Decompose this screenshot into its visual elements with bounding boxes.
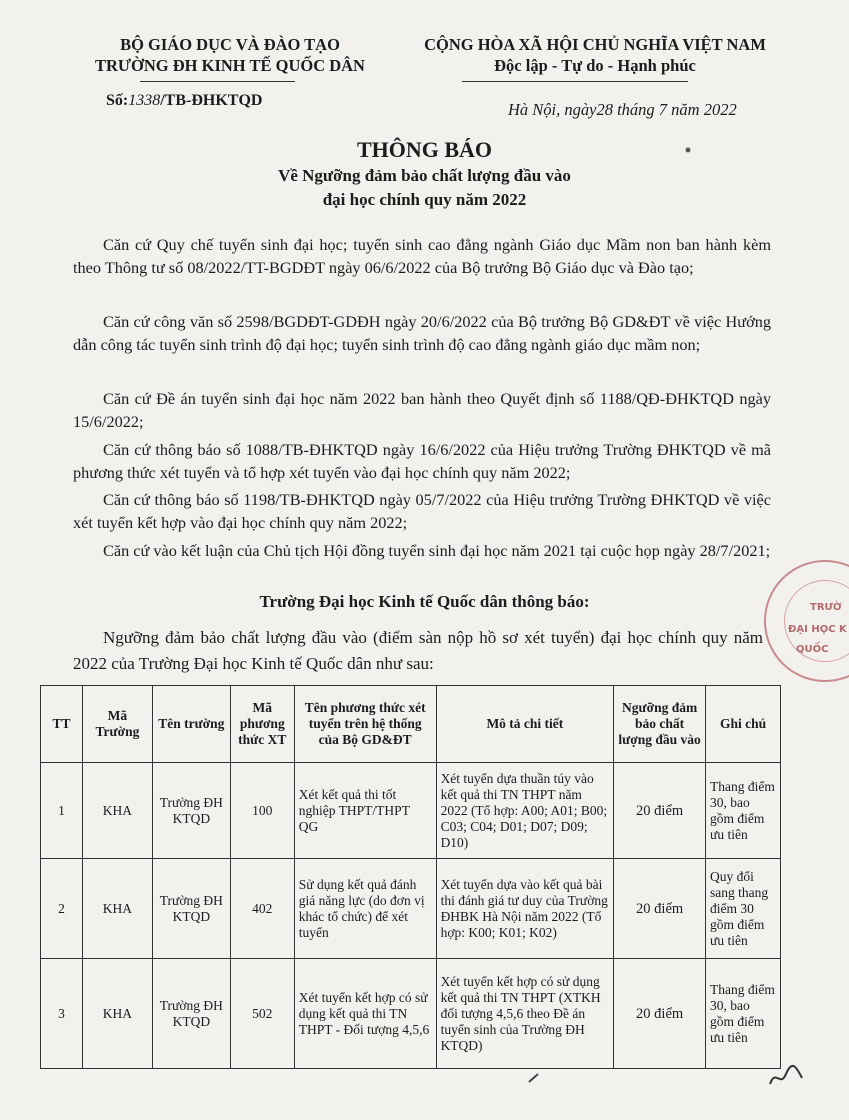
basis-paragraph: Căn cứ vào kết luận của Chủ tịch Hội đồng tuyển sinh đại học năm 2021 tại cuộc họp ngày 28/7/2021; (103, 541, 771, 560)
doc-number-value: 1338 (128, 92, 161, 109)
cell-tt: 2 (41, 859, 83, 959)
cell-tt: 3 (41, 959, 83, 1069)
cell-note: Thang điểm 30, bao gồm điểm ưu tiên (706, 763, 781, 859)
basis-paragraph: Căn cứ thông báo số 1198/TB-ĐHKTQD ngày 05/7/2022 của Hiệu trưởng Trường ĐHKTQD về việc xét tuyển kết hợp vào đại học chính quy năm 2022; (73, 490, 771, 532)
basis-paragraph: Căn cứ thông báo số 1088/TB-ĐHKTQD ngày 16/6/2022 của Hiệu trưởng Trường ĐHKTQD về mã phương thức xét tuyển và tổ hợp xét tuyển vào đại học chính quy năm 2022; (73, 440, 771, 482)
document-number (106, 92, 262, 110)
document-subtitle-line1: Về Ngưỡng đảm bảo chất lượng đầu vào (278, 166, 571, 185)
table-row (41, 859, 781, 959)
table-header-row (41, 686, 781, 763)
motto: Độc lập - Tự do - Hạnh phúc (494, 56, 696, 75)
country-name: CỘNG HÒA XÃ HỘI CHỦ NGHĨA VIỆT NAM (424, 35, 766, 54)
ink-dot (680, 142, 696, 158)
cell-school-code: KHA (82, 959, 152, 1069)
document-title: THÔNG BÁO (356, 137, 493, 162)
cell-description: Xét tuyển dựa vào kết quả bài thi đánh giá tư duy của Trường ĐHBK Hà Nội năm 2022 (Tổ hợp: K00; K01; K02) (436, 859, 614, 959)
seal-text-bottom: QUỐC (796, 644, 829, 655)
cell-method-name: Xét tuyển kết hợp có sử dụng kết quả thi TN THPT - Đối tượng 4,5,6 (294, 959, 436, 1069)
intro-paragraph: Ngưỡng đảm bảo chất lượng đầu vào (điểm sàn nộp hồ sơ xét tuyển) đại học chính quy năm 2022 của Trường Đại học Kinh tế Quốc dân như sau: (73, 628, 763, 673)
cell-method-name: Sử dụng kết quả đánh giá năng lực (do đơn vị khác tổ chức) để xét tuyển (294, 859, 436, 959)
basis-paragraph: Căn cứ Quy chế tuyển sinh đại học; tuyển sinh cao đẳng ngành Giáo dục Mầm non ban hành kèm theo Thông tư số 08/2022/TT-BGDĐT ngày 06/6/2022 của Bộ trưởng Bộ Giáo dục và Đào tạo; (73, 235, 771, 277)
threshold-table (40, 685, 781, 1069)
cell-method-name: Xét kết quả thi tốt nghiệp THPT/THPT QG (294, 763, 436, 859)
doc-number-prefix: Số: (106, 92, 129, 109)
cell-description: Xét tuyển kết hợp có sử dụng kết quả thi TN THPT (XTKH đối tượng 4,5,6 theo Đề án tuyển sinh của Trường ĐH KTQD) (436, 959, 614, 1069)
col-header-method-name: Tên phương thức xét tuyển trên hệ thống của Bộ GD&ĐT (294, 686, 436, 763)
col-header-description: Mô tả chi tiết (436, 686, 614, 763)
issuer-block (60, 34, 400, 76)
national-motto-block (385, 34, 805, 76)
cell-description: Xét tuyển dựa thuần túy vào kết quả thi TN THPT năm 2022 (Tổ hợp: A00; A01; B00; C03; C04; D01; D07; D09; D10) (436, 763, 614, 859)
col-header-method-code: Mã phương thức XT (230, 686, 294, 763)
cell-threshold: 20 điểm (614, 959, 706, 1069)
cell-threshold: 20 điểm (614, 763, 706, 859)
cell-tt: 1 (41, 763, 83, 859)
col-header-threshold: Ngưỡng đảm bảo chất lượng đầu vào (614, 686, 706, 763)
table-row (41, 763, 781, 859)
cell-threshold: 20 điểm (614, 859, 706, 959)
cell-school-name: Trường ĐH KTQD (152, 859, 230, 959)
university-name: TRƯỜNG ĐH KINH TẾ QUỐC DÂN (95, 56, 365, 75)
basis-paragraph: Căn cứ Đề án tuyển sinh đại học năm 2022 ban hành theo Quyết định số 1188/QĐ-ĐHKTQD ngày 15/6/2022; (73, 389, 771, 431)
announcement-heading: Trường Đại học Kinh tế Quốc dân thông báo: (259, 592, 590, 611)
pen-mark (526, 1070, 542, 1086)
cell-method-code: 402 (230, 859, 294, 959)
seal-text-top: TRƯỜ (810, 602, 842, 613)
signature-mark (766, 1058, 806, 1092)
issuer-underline (140, 81, 295, 82)
doc-number-suffix: /TB-ĐHKTQD (160, 92, 263, 109)
basis-paragraph: Căn cứ công văn số 2598/BGDĐT-GDĐH ngày 20/6/2022 của Bộ trưởng Bộ GD&ĐT về việc Hướng dẫn công tác tuyển sinh trình độ đại học; tuyển sinh trình độ cao đẳng ngành giáo dục mầm non; (73, 312, 771, 354)
col-header-note: Ghi chú (706, 686, 781, 763)
cell-note: Thang điểm 30, bao gồm điểm ưu tiên (706, 959, 781, 1069)
official-seal (764, 560, 849, 682)
cell-note: Quy đổi sang thang điểm 30 gồm điểm ưu tiên (706, 859, 781, 959)
cell-school-code: KHA (82, 859, 152, 959)
cell-school-name: Trường ĐH KTQD (152, 959, 230, 1069)
issue-date: Hà Nội, ngày28 tháng 7 năm 2022 (508, 100, 737, 119)
motto-underline (462, 81, 688, 82)
cell-school-code: KHA (82, 763, 152, 859)
col-header-school-name: Tên trường (152, 686, 230, 763)
cell-method-code: 502 (230, 959, 294, 1069)
col-header-tt: TT (41, 686, 83, 763)
col-header-school-code: Mã Trường (82, 686, 152, 763)
cell-method-code: 100 (230, 763, 294, 859)
cell-school-name: Trường ĐH KTQD (152, 763, 230, 859)
ministry-name: BỘ GIÁO DỤC VÀ ĐÀO TẠO (120, 35, 340, 54)
table-row (41, 959, 781, 1069)
seal-text-middle: ĐẠI HỌC K (788, 624, 847, 635)
document-subtitle-line2: đại học chính quy năm 2022 (322, 190, 527, 209)
